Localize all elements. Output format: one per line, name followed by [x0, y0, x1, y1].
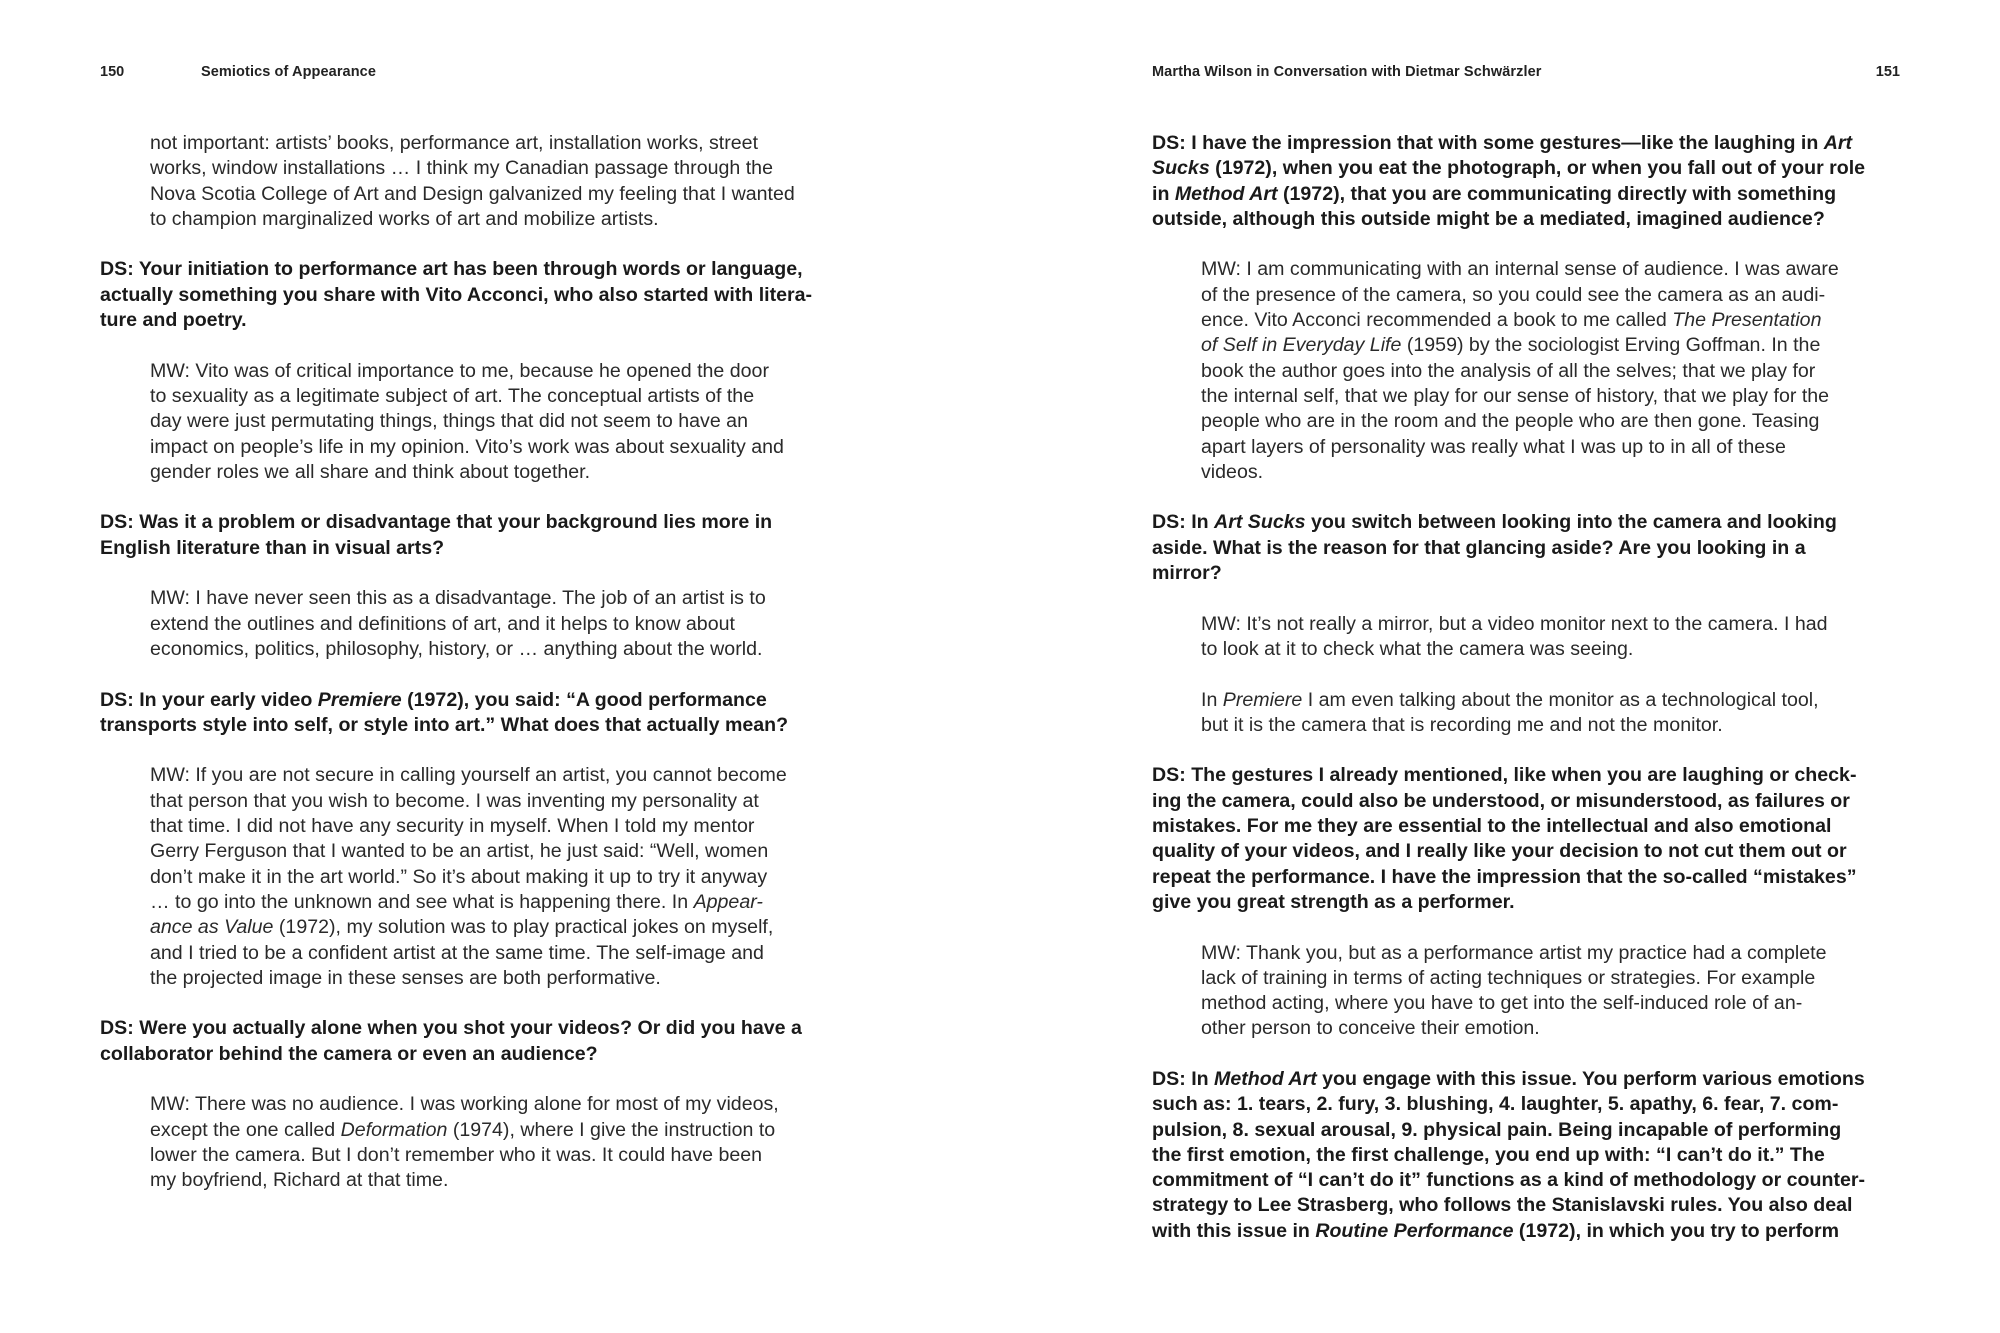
text-run: DS: In [1152, 1067, 1215, 1090]
text-run: other person to conceive their emotion. [1201, 1017, 1540, 1040]
text-run: extend the outlines and definitions of art, and it helps to know about [150, 612, 735, 635]
text-run: lack of training in terms of acting techniques or strategies. For example [1201, 966, 1816, 989]
text-run: and I tried to be a confident artist at the same time. The self-image and [150, 941, 764, 964]
text-line [1201, 308, 1902, 333]
text-run: outside, although this outside might be a mediated, imagined audience? [1152, 207, 1825, 230]
text-line [1201, 941, 1902, 966]
text-run: strategy to Lee Strasberg, who follows the Stanislavski rules. You also deal [1152, 1194, 1853, 1217]
text-line [150, 156, 865, 181]
text-run: book the author goes into the analysis of all the selves; that we play for [1201, 359, 1816, 382]
text-line [1152, 131, 1902, 156]
text-line [150, 182, 865, 207]
text-column [1152, 131, 1902, 1269]
text-line [1152, 839, 1902, 864]
artist-answer [1152, 257, 1902, 485]
text-line [150, 1118, 865, 1143]
running-head: Semiotics of Appearance [201, 64, 377, 80]
text-line [100, 1016, 865, 1041]
page-number: 151 [1875, 64, 1900, 80]
text-line [150, 359, 865, 384]
text-run: impact on people’s life in my opinion. Vito’s work was about sexuality and [150, 435, 784, 458]
text-column [100, 131, 865, 1219]
text-run: transports style into self, or style into art.” What does that actually mean? [100, 713, 789, 736]
text-run: to sexuality as a legitimate subject of art. The conceptual artists of the [150, 384, 755, 407]
text-run: except the one called [150, 1118, 341, 1141]
italic-title: Sucks [1152, 157, 1210, 180]
text-line [1201, 257, 1902, 282]
italic-title: Art [1823, 132, 1853, 154]
text-run: give you great strength as a performer. [1152, 890, 1515, 913]
interviewer-question [1152, 763, 1902, 915]
text-line [1152, 1168, 1902, 1193]
artist-answer [100, 359, 865, 485]
text-run: repeat the performance. I have the impression that the so-called “mistakes” [1152, 865, 1857, 888]
interviewer-question [100, 1016, 865, 1067]
text-run: that person that you wish to become. I was inventing my personality at [150, 789, 759, 812]
interviewer-question [1152, 131, 1902, 232]
text-run: (1974), where I give the instruction to [447, 1118, 776, 1141]
right-page [1000, 0, 2000, 1333]
text-run: mistakes. For me they are essential to the intellectual and also emotional [1152, 815, 1832, 838]
text-line [1152, 1092, 1902, 1117]
text-line [1152, 865, 1902, 890]
text-line [1152, 510, 1902, 535]
text-run: pulsion, 8. sexual arousal, 9. physical pain. Being incapable of performing [1152, 1118, 1842, 1141]
text-line [1152, 814, 1902, 839]
italic-title: Premiere [317, 688, 402, 711]
text-line [1201, 713, 1902, 738]
text-line [1152, 182, 1902, 207]
text-line [100, 713, 865, 738]
text-line [1201, 409, 1902, 434]
text-line [1201, 283, 1902, 308]
italic-title: Method Art [1214, 1067, 1317, 1090]
artist-answer [100, 1092, 865, 1193]
italic-title: Premiere [1222, 688, 1303, 711]
text-run: (1959) by the sociologist Erving Goffman. In the [1401, 334, 1821, 357]
text-run: not important: artists’ books, performance art, installation works, street [150, 132, 759, 154]
text-run: DS: In [1152, 511, 1215, 534]
text-run: Nova Scotia College of Art and Design galvanized my feeling that I wanted [150, 182, 795, 205]
text-line [1201, 637, 1902, 662]
text-run: the internal self, that we play for our sense of history, that we play for the [1201, 384, 1830, 407]
text-line [1152, 1118, 1902, 1143]
text-line [1152, 789, 1902, 814]
text-line [1201, 688, 1902, 713]
text-line [150, 865, 865, 890]
text-line [150, 612, 865, 637]
text-run: quality of your videos, and I really like your decision to not cut them out or [1152, 840, 1847, 863]
text-line [150, 966, 865, 991]
text-run: I am even talking about the monitor as a technological tool, [1302, 688, 1819, 711]
text-line [150, 384, 865, 409]
text-line [150, 1168, 865, 1193]
running-head: Martha Wilson in Conversation with Dietmar Schwärzler [1152, 64, 1542, 80]
text-run: gender roles we all share and think about together. [150, 460, 591, 483]
text-run: but it is the camera that is recording me and not the monitor. [1201, 713, 1723, 736]
text-line [100, 283, 865, 308]
text-line [150, 586, 865, 611]
text-run: … to go into the unknown and see what is happening there. In [150, 890, 694, 913]
text-line [150, 409, 865, 434]
text-run: (1972), that you are communicating directly with something [1277, 182, 1837, 205]
text-line [150, 915, 865, 940]
text-run: MW: Vito was of critical importance to me, because he opened the door [150, 359, 769, 382]
italic-title: ance as Value [150, 916, 274, 939]
text-line [150, 763, 865, 788]
text-line [1152, 561, 1902, 586]
text-line [1201, 460, 1902, 485]
italic-title: The Presentation [1672, 309, 1822, 332]
italic-title: Routine Performance [1315, 1219, 1514, 1242]
text-line [100, 257, 865, 282]
text-line [1152, 890, 1902, 915]
artist-answer [1152, 612, 1902, 663]
text-line [1152, 763, 1902, 788]
text-line [1152, 1193, 1902, 1218]
text-line [1152, 156, 1902, 181]
text-run: to look at it to check what the camera was seeing. [1201, 637, 1634, 660]
italic-title: Method Art [1174, 182, 1278, 205]
italic-title: Appear- [693, 890, 763, 913]
text-run: Gerry Ferguson that I wanted to be an artist, he just said: “Well, women [150, 840, 769, 863]
artist-answer [1152, 688, 1902, 739]
text-run: DS: In your early video [100, 688, 318, 711]
text-line [1152, 1067, 1902, 1092]
text-line [1201, 333, 1902, 358]
interviewer-question [1152, 1067, 1902, 1244]
text-line [150, 941, 865, 966]
text-line [1152, 536, 1902, 561]
text-run: collaborator behind the camera or even an audience? [100, 1042, 598, 1065]
text-run: economics, politics, philosophy, history, or … anything about the world. [150, 637, 763, 660]
artist-answer [100, 586, 865, 662]
text-line [150, 1092, 865, 1117]
text-run: (1972), when you eat the photograph, or when you fall out of your role [1209, 157, 1866, 180]
text-run: (1972), you said: “A good performance [401, 688, 767, 711]
page-number: 150 [100, 64, 125, 80]
text-run: apart layers of personality was really what I was up to in all of these [1201, 435, 1786, 458]
text-run: commitment of “I can’t do it” functions as a kind of methodology or counter- [1152, 1169, 1866, 1192]
text-run: English literature than in visual arts? [100, 536, 445, 559]
text-run: MW: Thank you, but as a performance artist my practice had a complete [1201, 941, 1827, 964]
text-line [1201, 1016, 1902, 1041]
text-line [1201, 966, 1902, 991]
text-run: day were just permutating things, things that did not seem to have an [150, 410, 748, 433]
text-line [1201, 359, 1902, 384]
text-line [100, 536, 865, 561]
text-line [100, 1042, 865, 1067]
text-line [150, 637, 865, 662]
text-line [1201, 435, 1902, 460]
text-run: you engage with this issue. You perform various emotions [1316, 1067, 1865, 1090]
text-run: In [1201, 688, 1223, 711]
text-run: DS: The gestures I already mentioned, like when you are laughing or check- [1152, 764, 1857, 787]
text-run: videos. [1201, 460, 1264, 483]
text-run: mirror? [1152, 562, 1222, 585]
interviewer-question [100, 257, 865, 333]
text-run: aside. What is the reason for that glancing aside? Are you looking in a [1152, 536, 1806, 559]
text-run: ing the camera, could also be understood, or misunderstood, as failures or [1152, 789, 1850, 812]
text-run: the first emotion, the first challenge, you end up with: “I can’t do it.” The [1152, 1143, 1825, 1166]
text-run: works, window installations … I think my Canadian passage through the [150, 157, 773, 180]
text-run: lower the camera. But I don’t remember who it was. It could have been [150, 1143, 763, 1166]
text-run: don’t make it in the art world.” So it’s about making it up to try it anyway [150, 865, 768, 888]
text-line [100, 688, 865, 713]
text-run: people who are in the room and the people who are then gone. Teasing [1201, 410, 1820, 433]
text-run: the projected image in these senses are both performative. [150, 966, 661, 989]
artist-answer [1152, 941, 1902, 1042]
interviewer-question [1152, 510, 1902, 586]
italic-title: Deformation [340, 1118, 448, 1141]
text-run: actually something you share with Vito Acconci, who also started with litera- [100, 283, 813, 306]
artist-answer [100, 763, 865, 991]
text-run: MW: I have never seen this as a disadvantage. The job of an artist is to [150, 587, 766, 610]
text-run: of the presence of the camera, so you could see the camera as an audi- [1201, 283, 1826, 306]
text-run: MW: I am communicating with an internal sense of audience. I was aware [1201, 258, 1839, 281]
text-run: DS: I have the impression that with some gestures—like the laughing in [1152, 132, 1824, 154]
text-line [150, 789, 865, 814]
text-line [1201, 991, 1902, 1016]
text-line [150, 1143, 865, 1168]
text-run: (1972), my solution was to play practical jokes on myself, [273, 916, 774, 939]
text-line [1152, 1219, 1902, 1244]
artist-answer [100, 131, 865, 232]
text-run: MW: It’s not really a mirror, but a video monitor next to the camera. I had [1201, 612, 1828, 635]
text-run: to champion marginalized works of art and mobilize artists. [150, 207, 659, 230]
text-run: my boyfriend, Richard at that time. [150, 1169, 449, 1192]
text-run: that time. I did not have any security in myself. When I told my mentor [150, 815, 755, 838]
text-run: you switch between looking into the camera and looking [1305, 511, 1837, 534]
text-line [1201, 612, 1902, 637]
text-line [150, 207, 865, 232]
text-line [100, 510, 865, 535]
text-line [150, 839, 865, 864]
text-run: method acting, where you have to get into the self-induced role of an- [1201, 992, 1803, 1015]
italic-title: Art Sucks [1214, 511, 1306, 534]
text-line [1201, 384, 1902, 409]
text-run: ence. Vito Acconci recommended a book to me called [1201, 309, 1673, 332]
text-run: in [1152, 182, 1175, 205]
text-run: ture and poetry. [100, 309, 247, 332]
text-line [1152, 1143, 1902, 1168]
text-line [1152, 207, 1902, 232]
text-line [150, 890, 865, 915]
text-line [150, 460, 865, 485]
text-line [150, 814, 865, 839]
text-line [100, 308, 865, 333]
text-run: MW: If you are not secure in calling yourself an artist, you cannot become [150, 764, 787, 787]
text-run: MW: There was no audience. I was working alone for most of my videos, [150, 1093, 779, 1116]
text-run: (1972), in which you try to perform [1513, 1219, 1840, 1242]
text-run: DS: Was it a problem or disadvantage that your background lies more in [100, 511, 773, 534]
text-run: such as: 1. tears, 2. fury, 3. blushing, 4. laughter, 5. apathy, 6. fear, 7. com- [1152, 1093, 1839, 1116]
text-line [150, 435, 865, 460]
text-line [150, 131, 865, 156]
text-run: DS: Were you actually alone when you shot your videos? Or did you have a [100, 1017, 802, 1040]
text-run: DS: Your initiation to performance art has been through words or language, [100, 258, 803, 281]
italic-title: of Self in Everyday Life [1201, 334, 1402, 357]
interviewer-question [100, 510, 865, 561]
text-run: with this issue in [1152, 1219, 1316, 1242]
interviewer-question [100, 688, 865, 739]
